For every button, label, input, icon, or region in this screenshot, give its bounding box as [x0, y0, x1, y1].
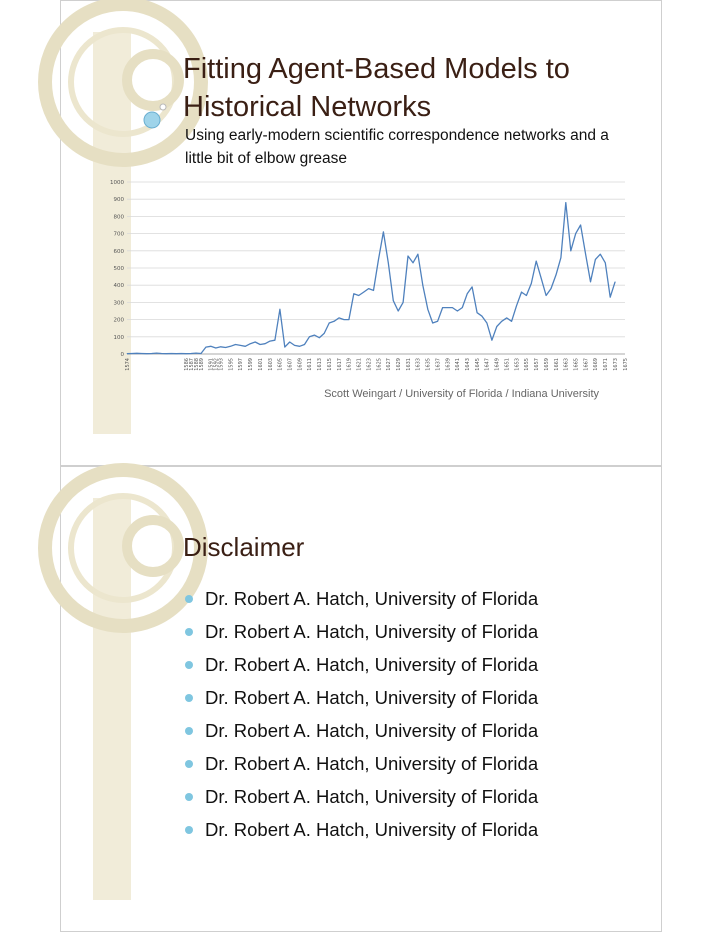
x-tick-label: 1595	[228, 358, 235, 371]
data-point	[289, 342, 290, 343]
data-point	[403, 302, 404, 303]
data-point	[176, 353, 177, 354]
slide-1	[93, 32, 627, 434]
data-point	[462, 307, 463, 308]
x-tick-label: 1621	[356, 358, 363, 371]
data-point	[383, 231, 384, 232]
bullet-dot-icon	[185, 793, 193, 801]
data-point	[250, 343, 251, 344]
x-tick-label: 1641	[455, 358, 462, 371]
bullet-dot-icon	[185, 727, 193, 735]
x-tick-label: 1675	[622, 358, 629, 371]
data-point	[605, 262, 606, 263]
data-point	[506, 317, 507, 318]
data-point	[225, 347, 226, 348]
data-point	[467, 293, 468, 294]
data-point	[339, 317, 340, 318]
x-tick-label: 1649	[494, 358, 501, 371]
data-point	[398, 311, 399, 312]
x-tick-label: 1613	[317, 358, 324, 371]
x-tick-label: 1639	[445, 358, 452, 371]
data-point	[437, 321, 438, 322]
data-point	[201, 353, 202, 354]
data-point	[422, 285, 423, 286]
x-tick-label: 1673	[612, 358, 619, 371]
x-tick-label: 1619	[346, 358, 353, 371]
x-tick-label: 1611	[307, 358, 314, 371]
data-point	[487, 323, 488, 324]
bullet-dot-icon	[185, 661, 193, 669]
data-point	[294, 345, 295, 346]
x-tick-label: 1633	[415, 358, 422, 371]
data-point	[482, 316, 483, 317]
data-point	[452, 307, 453, 308]
data-point	[314, 335, 315, 336]
data-point	[240, 345, 241, 346]
bullet-text: Dr. Robert A. Hatch, University of Florida	[205, 786, 539, 807]
data-point	[151, 353, 152, 354]
data-point	[457, 311, 458, 312]
bullet-text: Dr. Robert A. Hatch, University of Florida	[205, 720, 539, 741]
y-tick-label: 400	[113, 283, 124, 290]
data-point	[265, 343, 266, 344]
data-point	[255, 342, 256, 343]
x-tick-label: 1587	[188, 358, 195, 371]
bullet-item	[185, 582, 538, 615]
bullet-text: Dr. Robert A. Hatch, University of Florida	[205, 687, 539, 708]
data-point	[191, 353, 192, 354]
data-point	[511, 321, 512, 322]
x-tick-label: 1599	[248, 358, 255, 371]
data-point	[127, 353, 128, 354]
data-point	[166, 353, 167, 354]
data-point	[531, 283, 532, 284]
x-tick-label: 1669	[593, 358, 600, 371]
x-tick-label: 1601	[257, 358, 264, 371]
bullet-dot-icon	[185, 595, 193, 603]
data-point	[575, 233, 576, 234]
x-tick-label: 1588	[193, 358, 200, 371]
data-point	[585, 254, 586, 255]
data-point	[501, 321, 502, 322]
bullet-text: Dr. Robert A. Hatch, University of Florida	[205, 621, 539, 642]
x-tick-label: 1617	[336, 358, 343, 371]
bullet-item	[185, 681, 538, 714]
data-point	[156, 353, 157, 354]
bullet-text: Dr. Robert A. Hatch, University of Florida	[205, 588, 539, 609]
bullet-dot-icon	[185, 628, 193, 636]
bullet-dot-icon	[185, 694, 193, 702]
x-tick-label: 1645	[474, 358, 481, 371]
data-point	[472, 287, 473, 288]
bullet-item	[185, 813, 538, 846]
data-point	[590, 281, 591, 282]
data-point	[600, 254, 601, 255]
data-point	[551, 288, 552, 289]
data-point	[235, 344, 236, 345]
x-tick-label: 1615	[326, 358, 333, 371]
bullet-item	[185, 714, 538, 747]
data-point	[491, 340, 492, 341]
data-point	[580, 225, 581, 226]
data-point	[284, 347, 285, 348]
data-point	[418, 254, 419, 255]
data-point	[136, 353, 137, 354]
x-tick-label: 1671	[603, 358, 610, 371]
data-point	[146, 353, 147, 354]
data-point	[260, 344, 261, 345]
series-line	[127, 203, 615, 354]
y-tick-label: 700	[113, 231, 124, 238]
data-point	[215, 348, 216, 349]
x-tick-label: 1592	[213, 358, 220, 371]
data-point	[275, 340, 276, 341]
x-tick-label: 1603	[267, 358, 274, 371]
data-point	[220, 346, 221, 347]
x-tick-label: 1631	[405, 358, 412, 371]
x-tick-label: 1659	[543, 358, 550, 371]
x-tick-label: 1647	[484, 358, 491, 371]
x-tick-label: 1593	[218, 358, 225, 371]
x-tick-label: 1625	[376, 358, 383, 371]
x-tick-label: 1653	[514, 358, 521, 371]
author-credit: Scott Weingart / University of Florida / Indiana University	[324, 388, 599, 400]
x-tick-label: 1629	[395, 358, 402, 371]
y-tick-label: 1000	[110, 180, 124, 186]
data-point	[541, 278, 542, 279]
data-point	[546, 295, 547, 296]
data-point	[561, 257, 562, 258]
data-point	[304, 344, 305, 345]
x-tick-label: 1637	[435, 358, 442, 371]
data-point	[432, 323, 433, 324]
data-point	[521, 292, 522, 293]
data-point	[334, 321, 335, 322]
data-point	[161, 353, 162, 354]
data-point	[210, 346, 211, 347]
x-tick-label: 1574	[124, 358, 131, 371]
data-point	[556, 274, 557, 275]
bullet-item	[185, 648, 538, 681]
y-tick-label: 200	[113, 317, 124, 324]
bullet-item	[185, 615, 538, 648]
x-tick-label: 1623	[366, 358, 373, 371]
data-point	[610, 297, 611, 298]
data-point	[245, 346, 246, 347]
slide-title: Fitting Agent-Based Models to Historical Networks	[183, 53, 570, 123]
data-point	[516, 305, 517, 306]
data-point	[378, 259, 379, 260]
data-point	[299, 346, 300, 347]
y-tick-label: 100	[113, 334, 124, 341]
data-point	[230, 346, 231, 347]
data-point	[615, 281, 616, 282]
bullet-dot-icon	[185, 826, 193, 834]
data-point	[132, 353, 133, 354]
bullet-text: Dr. Robert A. Hatch, University of Florida	[205, 753, 539, 774]
x-tick-label: 1591	[208, 358, 215, 371]
x-tick-label: 1635	[425, 358, 432, 371]
y-tick-label: 0	[120, 352, 124, 358]
data-point	[496, 326, 497, 327]
y-tick-label: 900	[113, 197, 124, 204]
data-point	[536, 261, 537, 262]
x-tick-label: 1661	[553, 358, 560, 371]
data-point	[279, 309, 280, 310]
bullet-list	[185, 582, 538, 846]
x-tick-label: 1589	[198, 358, 205, 371]
x-tick-label: 1667	[583, 358, 590, 371]
data-point	[408, 256, 409, 257]
bullet-item	[185, 780, 538, 813]
data-point	[368, 288, 369, 289]
x-tick-label: 1586	[183, 358, 190, 371]
data-point	[270, 341, 271, 342]
x-tick-label: 1609	[297, 358, 304, 371]
data-point	[348, 319, 349, 320]
data-point	[171, 353, 172, 354]
x-tick-label: 1655	[524, 358, 531, 371]
data-point	[565, 202, 566, 203]
slide-subtitle: Using early-modern scientific correspondence networks and a little bit of elbow grease	[185, 127, 609, 167]
data-point	[141, 353, 142, 354]
data-point	[388, 262, 389, 263]
x-tick-label: 1605	[277, 358, 284, 371]
bullet-dot-icon	[185, 760, 193, 768]
x-tick-label: 1643	[465, 358, 472, 371]
x-tick-label: 1651	[504, 358, 511, 371]
y-tick-label: 500	[113, 266, 124, 272]
data-point	[186, 353, 187, 354]
data-point	[595, 259, 596, 260]
x-tick-label: 1607	[287, 358, 294, 371]
data-point	[427, 309, 428, 310]
y-tick-label: 800	[113, 214, 124, 221]
data-point	[358, 295, 359, 296]
x-tick-label: 1627	[386, 358, 393, 371]
data-point	[196, 353, 197, 354]
x-tick-label: 1657	[534, 358, 541, 371]
data-point	[324, 333, 325, 334]
bullet-text: Dr. Robert A. Hatch, University of Florida	[205, 819, 539, 840]
data-point	[393, 300, 394, 301]
data-point	[526, 295, 527, 296]
data-point	[447, 307, 448, 308]
data-point	[442, 307, 443, 308]
slide-2	[93, 498, 627, 900]
x-tick-label: 1663	[563, 358, 570, 371]
data-point	[413, 262, 414, 263]
data-point	[570, 250, 571, 251]
data-point	[373, 290, 374, 291]
data-point	[363, 292, 364, 293]
data-point	[353, 293, 354, 294]
y-tick-label: 600	[113, 248, 124, 255]
data-point	[181, 353, 182, 354]
y-tick-label: 300	[113, 300, 124, 307]
data-point	[205, 347, 206, 348]
x-tick-label: 1597	[238, 358, 245, 371]
bullet-item	[185, 747, 538, 780]
line-chart	[109, 178, 627, 378]
x-tick-label: 1665	[573, 358, 580, 371]
data-point	[329, 323, 330, 324]
data-point	[344, 319, 345, 320]
data-point	[309, 336, 310, 337]
data-point	[477, 312, 478, 313]
data-point	[319, 337, 320, 338]
bullet-text: Dr. Robert A. Hatch, University of Florida	[205, 654, 539, 675]
slide-title: Disclaimer	[183, 532, 305, 562]
